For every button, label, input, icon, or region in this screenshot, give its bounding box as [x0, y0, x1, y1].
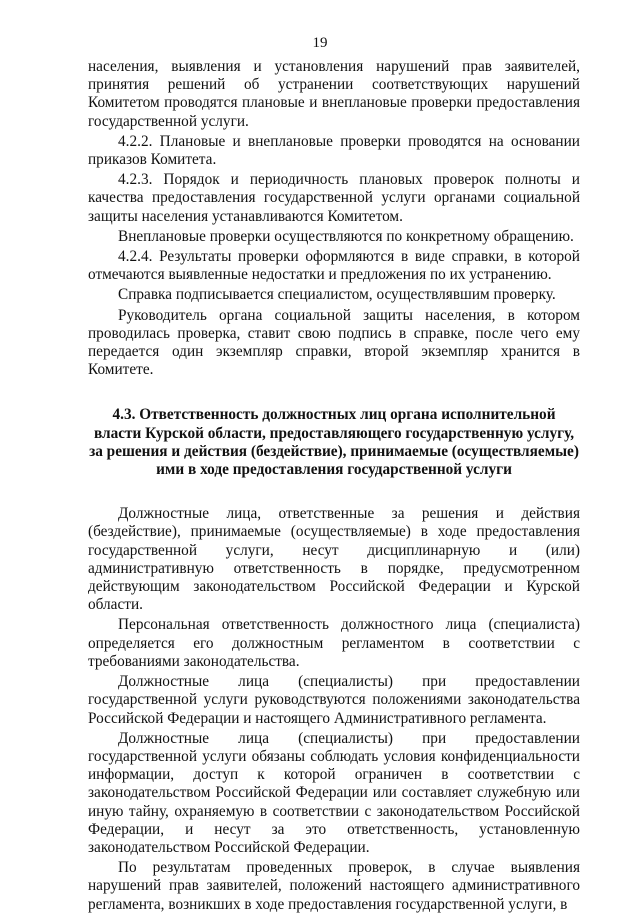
paragraph: 4.2.3. Порядок и периодичность плановых проверок полноты и качества предоставления государственной услуги органами социальной защиты населения устанавливаются Комитетом.: [88, 171, 580, 225]
paragraph: населения, выявления и установления нарушений прав заявителей, принятия решений об устранении соответствующих нарушений Комитетом проводятся плановые и внеплановые проверки предоставления государственной услуги.: [88, 58, 580, 130]
paragraph: 4.2.4. Результаты проверки оформляются в виде справки, в которой отмечаются выявленные недостатки и предложения по их устранению.: [88, 248, 580, 284]
section-heading: 4.3. Ответственность должностных лиц органа исполнительной власти Курской области, предоставляющего государственную услугу, за решения и действия (бездействие), принимаемые (осуществляемые) ими в ходе предоставления государственной услуги: [89, 406, 579, 479]
document-body: [88, 58, 580, 914]
paragraph: Персональная ответственность должностного лица (специалиста) определяется его должностным регламентом в соответствии с требованиями законодательства.: [88, 616, 580, 670]
paragraph: Справка подписывается специалистом, осуществлявшим проверку.: [118, 286, 556, 304]
paragraph: Руководитель органа социальной защиты населения, в котором проводилась проверка, ставит свою подпись в справке, после чего ему передается один экземпляр справки, второй экземпляр хранится в Комитете.: [88, 306, 580, 379]
paragraph: По результатам проведенных проверок, в случае выявления нарушений прав заявителей, положений настоящего административного регламента, возникших в ходе предоставления государственной услуги, в: [88, 859, 580, 913]
page-number: 19: [312, 35, 328, 51]
paragraph: Должностные лица (специалисты) при предоставлении государственной услуги обязаны соблюдать условия конфиденциальности информации, доступ к которой ограничен в соответствии с законодательством Российской Федерации или составляет служебную или иную тайну, охраняемую в соответствии с законодательством Российской Федерации, и несут за это ответственность, установленную законодательством Российской Федерации.: [88, 729, 580, 856]
paragraph: Внеплановые проверки осуществляются по конкретному обращению.: [118, 227, 574, 245]
paragraph: Должностные лица, ответственные за решения и действия (бездействие), принимаемые (осуществляемые) в ходе предоставления государственной услуги, несут дисциплинарную и (или) административную ответственность в порядке, предусмотренном действующим законодательством Российской Федерации и Курской области.: [88, 505, 580, 614]
paragraph: Должностные лица (специалисты) при предоставлении государственной услуги руководствуются положениями законодательства Российской Федерации и настоящего Административного регламента.: [88, 673, 580, 727]
paragraph: 4.2.2. Плановые и внеплановые проверки проводятся на основании приказов Комитета.: [88, 132, 580, 169]
